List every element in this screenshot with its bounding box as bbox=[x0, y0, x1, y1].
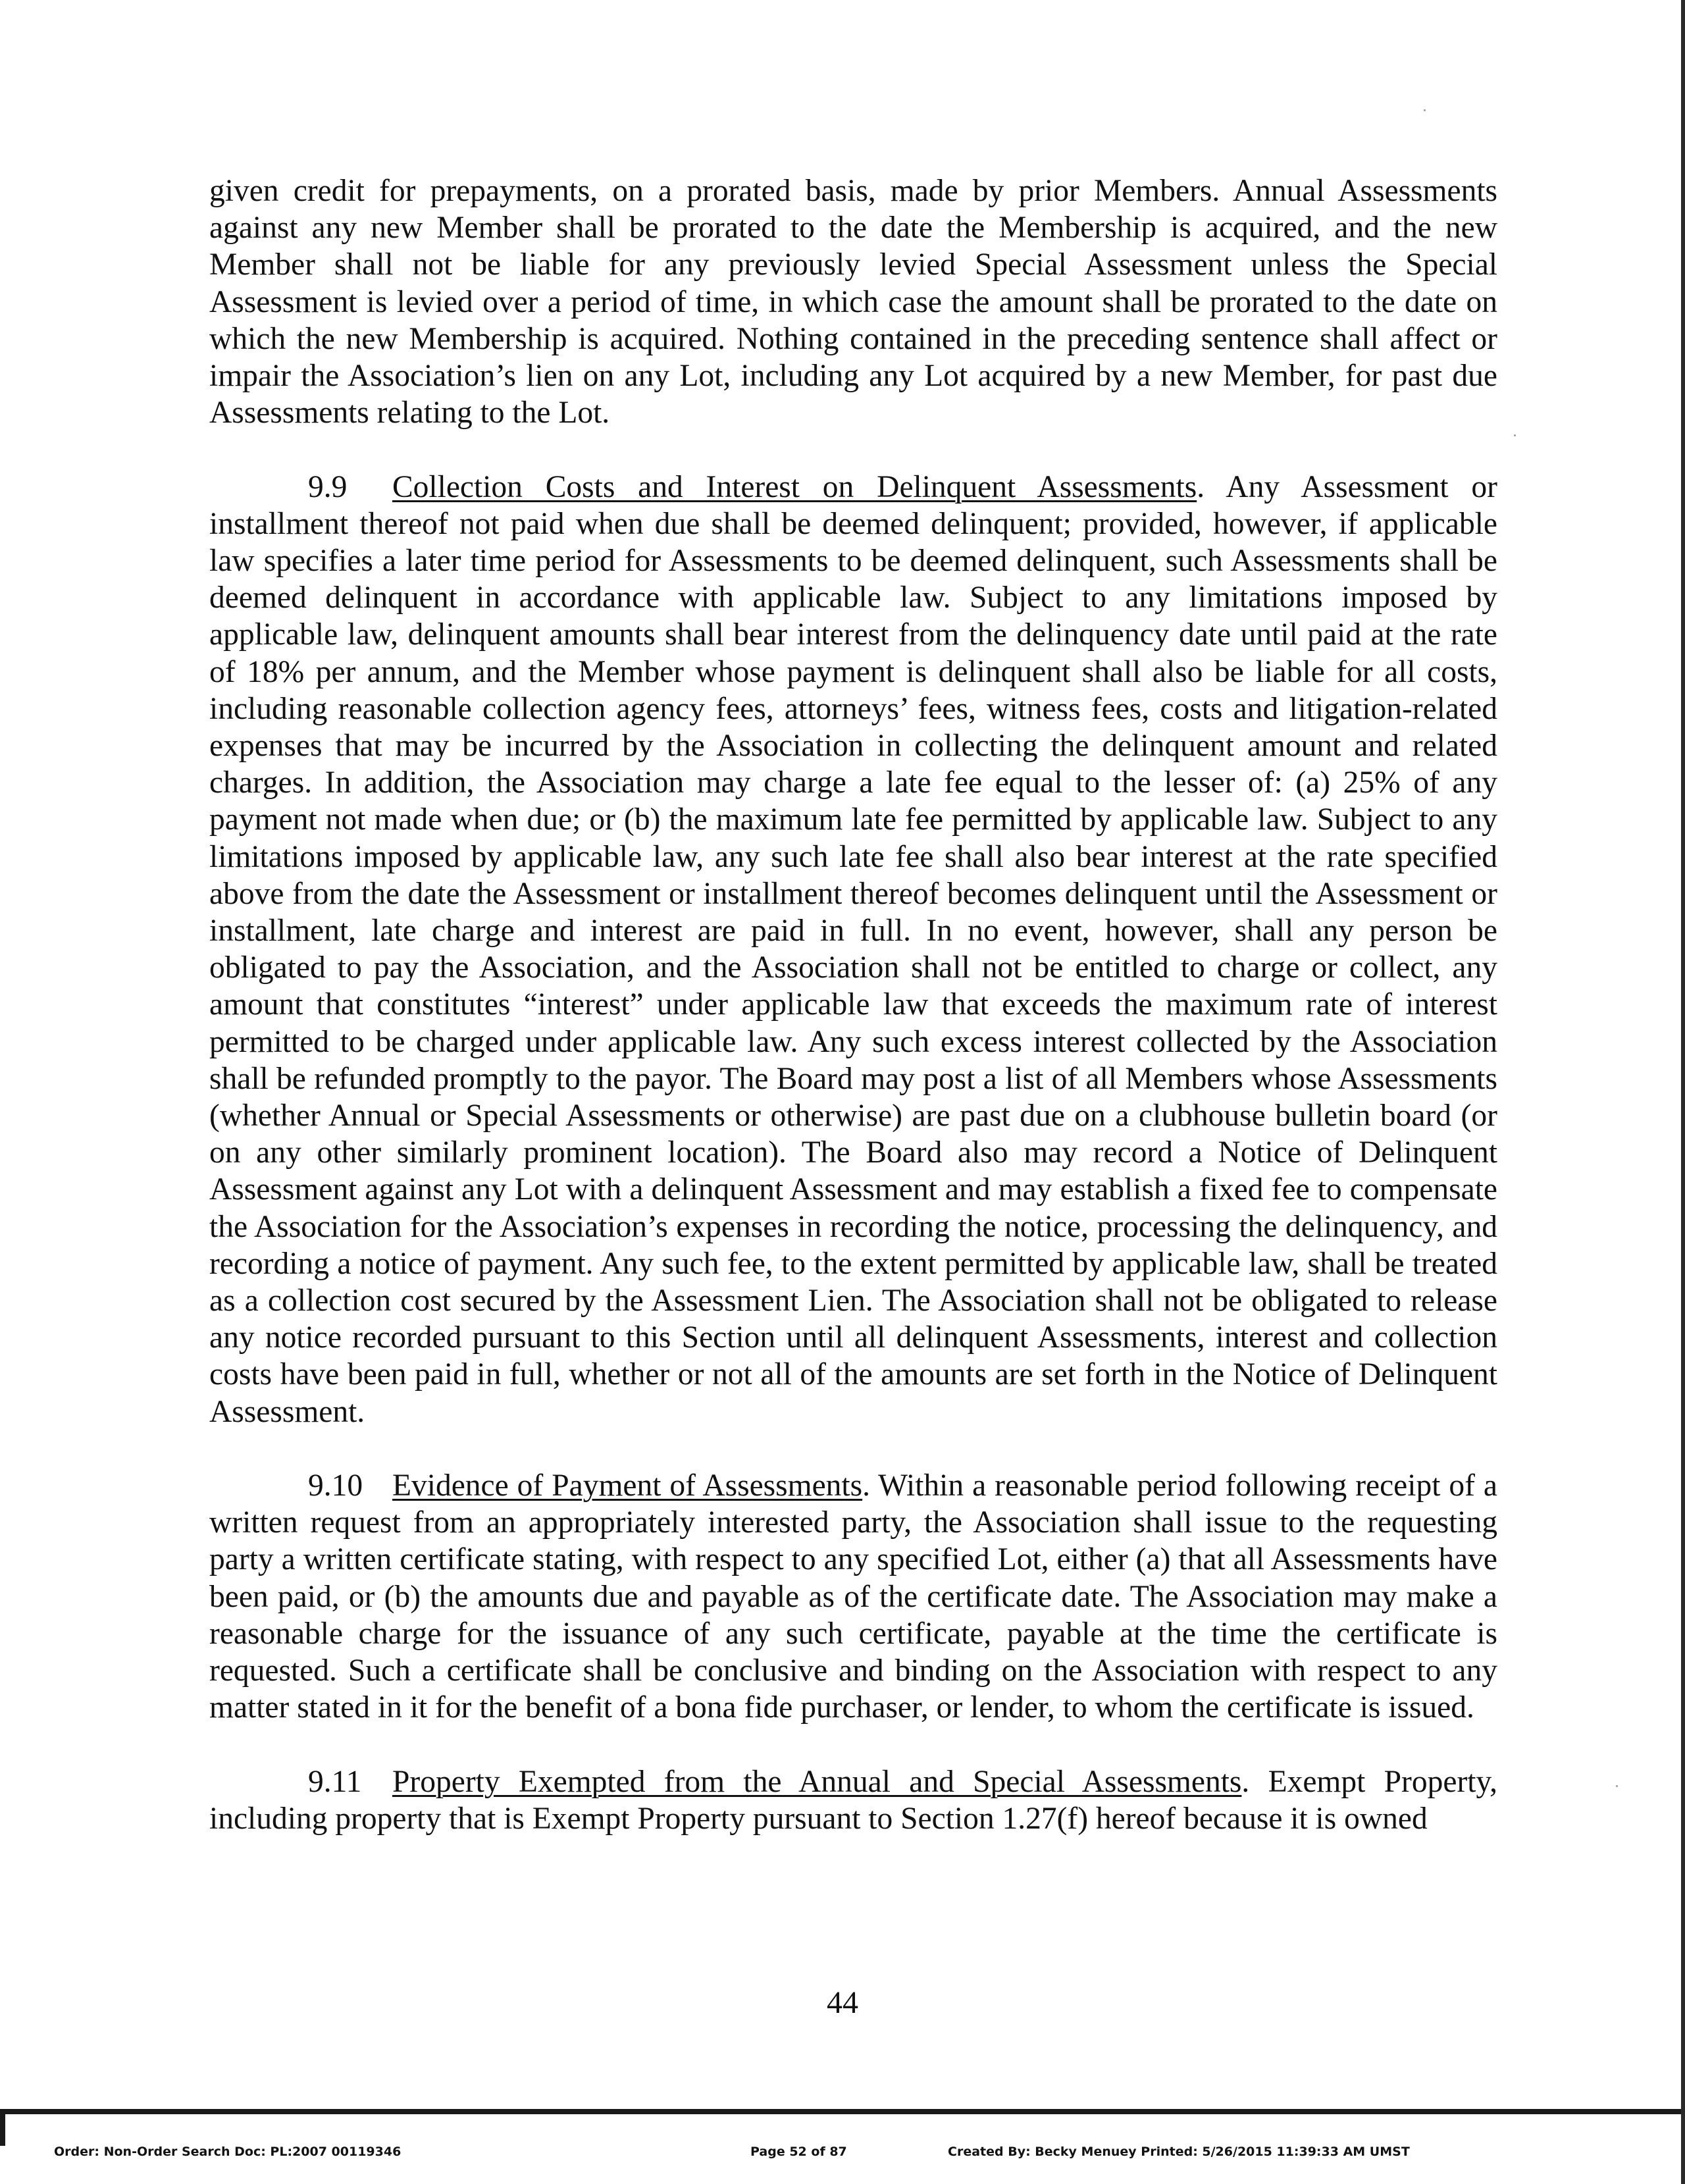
scan-speck bbox=[1616, 1785, 1618, 1787]
print-footer bbox=[0, 2145, 1685, 2167]
section-heading: Property Exempted from the Annual and Special Assessments bbox=[392, 1764, 1242, 1799]
scan-speck bbox=[1424, 109, 1426, 111]
section-text: . Within a reasonable period following receipt of a written request from an appropriately interested party, the Association shall issue to the requesting party a written certificate stating, with respect to any specified Lot, either (a) that all Assessments have been paid, or (b) the amounts due and payable as of the certificate date. The Association may make a reasonable charge for the issuance of any such certificate, payable at the time the certificate is requested. Such a certificate shall be conclusive and binding on the Association with respect to any matter stated in it for the benefit of a bona fide purchaser, or lender, to whom the certificate is issued. bbox=[209, 1469, 1497, 1725]
section-9-11 bbox=[209, 1763, 1497, 1837]
footer-rule-tick bbox=[0, 2109, 5, 2146]
section-number: 9.11 bbox=[308, 1764, 362, 1799]
paragraph-text: given credit for prepayments, on a prorated basis, made by prior Members. Annual Assessments against any new Member shall be prorated to the date the Membership is acquired, and the new Member shall not be liable for any previously levied Special Assessment unless the Special Assessment is levied over a period of time, in which case the amount shall be prorated to the date on which the new Membership is acquired. Nothing contained in the preceding sentence shall affect or impair the Association’s lien on any Lot, including any Lot acquired by a new Member, for past due Assessments relating to the Lot. bbox=[209, 174, 1497, 430]
page-number: 44 bbox=[827, 1985, 858, 2020]
section-number: 9.10 bbox=[308, 1469, 363, 1503]
section-text: . Exempt Property, including property that is Exempt Property pursuant to Section 1.27(f) hereof because it is owned bbox=[209, 1764, 1497, 1836]
section-9-9 bbox=[209, 469, 1497, 1430]
section-text: . Any Assessment or installment thereof not paid when due shall be deemed delinquent; provided, however, if applicable law specifies a later time period for Assessments to be deemed delinquent, such Assessments shall be deemed delinquent in accordance with applicable law. Subject to any limitations imposed by applicable law, delinquent amounts shall bear interest from the delinquency date until paid at the rate of 18% per annum, and the Member whose payment is delinquent shall also be liable for all costs, including reasonable collection agency fees, attorneys’ fees, witness fees, costs and litigation-related expenses that may be incurred by the Association in collecting the delinquent amount and related charges. In addition, the Association may charge a late fee equal to the lesser of: (a) 25% of any payment not made when due; or (b) the maximum late fee permitted by applicable law. Subject to any limitations imposed by applicable law, any such late fee shall also bear interest at the rate specified above from the date the Assessment or installment thereof becomes delinquent until the Assessment or installment, late charge and interest are paid in full. In no event, however, shall any person be obligated to pay the Association, and the Association shall not be entitled to charge or collect, any amount that constitutes “interest” under applicable law that exceeds the maximum rate of interest permitted to be charged under applicable law. Any such excess interest collected by the Association shall be refunded promptly to the payor. The Board may post a list of all Members whose Assessments (whether Annual or Special Assessments or otherwise) are past due on a clubhouse bulletin board (or on any other similarly prominent location). The Board also may record a Notice of Delinquent Assessment against any Lot with a delinquent Assessment and may establish a fixed fee to compensate the Association for the Association’s expenses in recording the notice, processing the delinquency, and recording a notice of payment. Any such fee, to the extent permitted by applicable law, shall be treated as a collection cost secured by the Assessment Lien. The Association shall not be obligated to release any notice recorded pursuant to this Section until all delinquent Assessments, interest and collection costs have been paid in full, whether or not all of the amounts are set forth in the Notice of Delinquent Assessment. bbox=[209, 469, 1497, 1429]
page-edge-shadow bbox=[1681, 0, 1685, 2184]
section-number: 9.9 bbox=[308, 469, 348, 504]
paragraph-continuation bbox=[209, 172, 1497, 431]
footer-order-info: Order: Non-Order Search Doc: PL:2007 00119346 bbox=[54, 2145, 402, 2159]
section-heading: Collection Costs and Interest on Delinquent Assessments bbox=[392, 469, 1197, 504]
section-heading: Evidence of Payment of Assessments bbox=[392, 1469, 863, 1503]
footer-page-count: Page 52 of 87 bbox=[750, 2145, 847, 2159]
document-body bbox=[209, 172, 1497, 1874]
scan-speck bbox=[1514, 434, 1516, 436]
footer-created-printed: Created By: Becky Menuey Printed: 5/26/2015 11:39:33 AM UMST bbox=[948, 2145, 1410, 2159]
section-9-10 bbox=[209, 1467, 1497, 1726]
footer-rule bbox=[0, 2109, 1681, 2114]
